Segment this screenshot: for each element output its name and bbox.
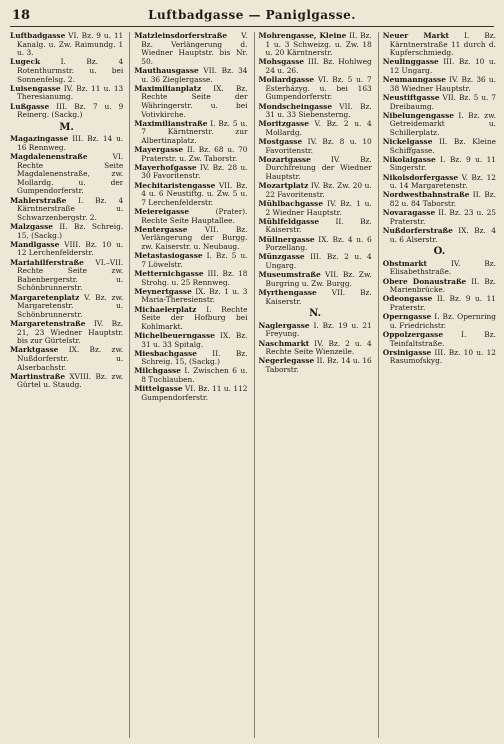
page-header (10, 8, 494, 27)
street-name: Mollardgasse (258, 75, 315, 85)
street-entry (259, 322, 372, 339)
street-location: I. Bz. Opernring u. Friedrichstr. (389, 312, 496, 330)
street-entry (383, 227, 496, 244)
street-location: II. Bz. 68 u. 70 Praterstr. u. Zw. Taborstr. (141, 145, 248, 163)
street-location: IV. Bz. 1 u. 2 Wiedner Hauptstr. (265, 199, 372, 217)
street-entry (259, 289, 372, 306)
street-entry (10, 32, 123, 58)
section-letter: O. (433, 246, 446, 258)
street-entry (383, 313, 496, 330)
street-location: (Prater). Rechte Seite Hauptallee. (141, 207, 248, 225)
street-name: Orsinigasse (382, 347, 432, 357)
street-name: Mandlgasse (10, 239, 60, 249)
street-entry (10, 241, 123, 258)
street-name: Mondscheingasse (258, 101, 333, 111)
street-location: VII. Bz. 5 u. 7 Dreibaumg. (389, 92, 496, 111)
column-3 (254, 32, 372, 738)
street-entry (259, 120, 372, 137)
street-name: Moritzgasse (258, 119, 309, 129)
street-name: Luisengasse (10, 83, 61, 93)
street-entry (259, 200, 372, 217)
street-location: IV. Bz. 28 u. 30 Favoritenstr. (141, 162, 248, 181)
section-letter: N. (309, 308, 322, 320)
street-location: II. Bz. 23 u. 25 Praterstr. (389, 208, 496, 226)
street-location: II. Bz. 1 u. 3 Schweizg. u. Zw. 18 u. 20 Kärntnerstr. (265, 32, 372, 58)
street-entry (383, 138, 496, 155)
street-location: I. Bz. Teinfaltstraße. (389, 329, 496, 348)
street-location: IV. Bz. 21, 23 Wiedner Hauptstr. bis zur Gürtelstr. (17, 318, 124, 346)
street-entry (10, 259, 123, 293)
street-name: Mayergasse (134, 145, 184, 155)
street-entry (383, 278, 496, 295)
street-entry (259, 32, 372, 58)
street-name: Negerlegasse (258, 356, 315, 366)
street-name: Luftbadgasse (10, 32, 66, 40)
street-location: VI. Rechte Seite Magdalenenstraße, zw. Mollardg. u. der Gumpendorferstr. (17, 152, 124, 196)
street-entry (259, 236, 372, 253)
street-name: Mohsgasse (258, 57, 305, 67)
street-entry (134, 350, 247, 367)
street-location: VI. Bz. 11 u. 112 Gumpendorferstr. (141, 384, 248, 402)
street-name: Matzleinsdorferstraße (134, 32, 228, 40)
street-location: VII. Bz. 34 u. 36 Zieglergasse. (141, 65, 248, 84)
street-entry (10, 320, 123, 346)
street-name: Maximilianstraße (134, 118, 208, 128)
street-name: Odeongasse (382, 294, 433, 304)
street-location: II. Bz. Marienbrücke. (389, 276, 496, 295)
street-location: IX. Bz. zw. Nußdorferstr. u. Alserbachstr. (17, 345, 124, 372)
street-entry (259, 182, 372, 199)
street-entry (259, 58, 372, 75)
street-entry (259, 76, 372, 102)
street-location: IV. Bz. 2 u. 4 Rechte Seite Wienzeile. (265, 338, 372, 357)
street-name: Mohrengasse, Kleine (258, 32, 347, 40)
street-entry (259, 218, 372, 235)
street-entry (134, 85, 247, 119)
street-entry (10, 223, 123, 240)
street-location: I. Bz. Kärntnerstraße 11 durch d. Kupferschmiedg. (389, 32, 496, 58)
street-location: VII. Bz. Zw. Burgring u. Zw. Burgg. (265, 270, 372, 288)
street-entry (10, 346, 123, 372)
street-entry (10, 197, 123, 223)
street-entry (259, 357, 372, 374)
street-location: III. Bz. 7 u. 9 Reinerg. (Sackg.) (17, 101, 124, 120)
street-name: Milchgasse (134, 366, 181, 376)
street-name: Michaelerplatz (134, 304, 197, 314)
street-entry (383, 156, 496, 173)
street-name: Nickelgasse (382, 137, 433, 147)
street-location: IV. Bz. 11 u. 13 Theresianumg. (17, 83, 124, 102)
street-entry (134, 120, 247, 146)
street-entry (134, 270, 247, 287)
street-location: III. Bz. 10 u. 12 Rasumofskyg. (389, 347, 496, 366)
street-name: Mayerhofgasse (134, 162, 197, 172)
street-location: VII. Bz. Verlängerung der Burgg. zw. Kaiserstr. u. Neubaug. (141, 224, 248, 251)
street-location: IX. Bz. 31 u. 33 Spitalg. (141, 330, 248, 349)
street-entry (134, 332, 247, 349)
street-entry (10, 373, 123, 390)
street-entry (383, 331, 496, 348)
street-name: Neuer Markt (382, 32, 449, 40)
street-location: I. Rechte Seite der Hofburg bei Kohlmarkt. (141, 304, 248, 331)
street-name: Mariahilferstraße (10, 257, 84, 267)
street-location: I. Bz. 5 u. 7 Löwelstr. (141, 251, 248, 269)
street-name: Novaragasse (382, 208, 436, 218)
street-name: Malzgasse (10, 222, 53, 232)
street-location: III. Bz. 2 u. 4 Ungarg. (265, 252, 372, 270)
street-location: I. Bz. zw. Getreidemarkt u. Schillerplatz. (389, 110, 496, 137)
section-letter: M. (59, 121, 74, 133)
street-location: III. Bz. Hohlweg 24 u. 26. (265, 57, 372, 75)
street-name: Naschmarkt (258, 338, 310, 348)
street-name: Neumanngasse (382, 75, 446, 85)
street-name: Nordwestbahnstraße (382, 190, 470, 200)
street-location: II. Bz. Schreig. 15, (Sackg.) (141, 348, 248, 367)
street-name: Miesbachgasse (134, 348, 197, 358)
street-name: Obere Donaustraße (382, 276, 467, 286)
street-name: Neustiftgasse (382, 92, 440, 102)
street-entry (134, 67, 247, 84)
page-number: 18 (12, 8, 31, 23)
street-location: V. Bz. Verlängerung d. Wiedner Hauptstr. bis Nr. 50. (141, 32, 248, 66)
street-name: Mühlfeldgasse (258, 216, 320, 226)
street-name: Meynertgasse (134, 286, 192, 296)
street-name: Münzgasse (258, 252, 305, 262)
street-name: Oppolzergasse (382, 329, 444, 339)
street-name: Nikolaigasse (382, 154, 436, 164)
street-location: IV. Bz. 36 u. 38 Wiedner Hauptstr. (389, 75, 496, 93)
street-name: Meiereigasse (134, 207, 190, 217)
street-name: Nikolsdorfergasse (382, 172, 459, 182)
street-entry (134, 385, 247, 402)
street-entry (134, 164, 247, 181)
running-head: Luftbadgasse — Paniglgasse. (148, 8, 356, 22)
street-entry (383, 94, 496, 111)
column-2 (129, 32, 247, 738)
street-name: Mauthausgasse (134, 65, 199, 75)
street-name: Mentergasse (134, 224, 188, 234)
street-name: Metternichgasse (134, 268, 204, 278)
street-name: Mozartgasse (258, 154, 311, 164)
street-location: VIII. Bz. 10 u. 12 Lerchenfelderstr. (17, 239, 124, 258)
street-location: IV. Bz. Zw. 20 u. 22 Favoritenstr. (265, 181, 372, 199)
street-entry (259, 103, 372, 120)
street-location: I. Bz. 9 u. 11 Singerstr. (389, 154, 496, 173)
street-entry (10, 85, 123, 102)
directory-columns (10, 32, 496, 738)
street-entry (383, 76, 496, 93)
street-entry (383, 112, 496, 138)
street-entry (383, 295, 496, 312)
street-name: Myrthengasse (258, 287, 317, 297)
street-entry (134, 208, 247, 225)
street-entry (383, 174, 496, 191)
street-name: Naglergasse (258, 320, 310, 330)
street-entry (134, 32, 247, 66)
street-entry (259, 271, 372, 288)
street-name: Mittelgasse (134, 384, 183, 394)
street-name: Metastasiogasse (134, 251, 203, 261)
street-location: V. Bz. 2 u. 4 Mollardg. (265, 119, 372, 137)
street-name: Martinstraße (10, 371, 66, 381)
street-name: Magazingasse (10, 134, 69, 144)
street-location: IX. Bz. 1 u. 3 Maria-Theresienstr. (141, 286, 248, 305)
street-name: Mostgasse (258, 137, 303, 147)
street-location: V. Bz. zw. Margaretenstr. u. Schönbrunnerstr. (17, 292, 124, 319)
street-location: II. Bz. Schreig. 15, (Sackg.) (17, 222, 124, 240)
street-entry (10, 103, 123, 120)
street-location: VII. Bz. Kaiserstr. (265, 287, 372, 306)
street-name: Mahlerstraße (10, 195, 67, 205)
street-name: Müllnergasse (258, 234, 315, 244)
street-name: Michelbeuerngasse (134, 330, 215, 340)
street-entry (383, 32, 496, 58)
street-location: II. Bz. 14 u. 16 Taborstr. (265, 356, 372, 374)
street-location: II. Bz. Kaiserstr. (265, 216, 372, 235)
street-location: I. Bz. 4 Kärntnerstraße u. Schwarzenbergstr. 2. (17, 195, 124, 222)
street-name: Nußdorferstraße (382, 226, 453, 235)
street-location: IX. Bz. Rechte Seite der Währingerstr. u. bei Votivkirche. (141, 83, 248, 119)
street-name: Museumstraße (258, 270, 321, 280)
street-location: VI. Bz. 5 u. 7 Esterházyg. u. bei 163 Gumpendorferstr. (265, 75, 372, 102)
street-location: I. Bz. 5 u. 7 Kärntnerstr. zur Albertinaplatz. (141, 118, 248, 145)
street-location: IX. Bz. 4 u. 6 Alserstr. (389, 226, 496, 244)
street-entry (134, 226, 247, 252)
street-name: Mechitaristengasse (134, 180, 216, 190)
street-entry (134, 182, 247, 208)
street-entry (259, 156, 372, 182)
street-name: Mozartplatz (258, 181, 309, 191)
column-4 (378, 32, 496, 738)
street-entry (383, 260, 496, 277)
street-name: Neulinggasse (382, 57, 439, 67)
street-location: IV. Bz. Durchfreiung der Wiedner Hauptstr. (265, 154, 372, 182)
street-entry (134, 288, 247, 305)
street-name: Lugeck (10, 57, 41, 67)
street-entry (134, 367, 247, 384)
street-entry (10, 294, 123, 320)
street-entry (259, 138, 372, 155)
street-name: Mühlbachgasse (258, 199, 324, 209)
street-entry (259, 253, 372, 270)
street-entry (134, 252, 247, 269)
street-location: IV. Bz. 8 u. 10 Favoritenstr. (265, 137, 372, 155)
street-entry (383, 191, 496, 208)
street-location: V. Bz. 12 u. 14 Margaretenstr. (389, 172, 496, 191)
street-entry (10, 153, 123, 196)
street-name: Operngasse (382, 312, 432, 322)
street-entry (383, 349, 496, 366)
street-location: I. Bz. 19 u. 21 Freyung. (265, 320, 372, 339)
street-location: VII. Bz. 31 u. 33 Siebensterng. (265, 101, 372, 120)
street-location: II. Bz. 9 u. 11 Praterstr. (389, 294, 496, 312)
street-name: Magdalenenstraße (10, 152, 88, 162)
street-name: Obstmarkt (382, 258, 427, 268)
street-location: I. Zwischen 6 u. 8 Tuchlauben. (141, 366, 248, 385)
street-entry (10, 58, 123, 84)
street-location: I. Bz. 4 Rotenthurmstr. u. bei Sonnenfelsg. 2. (17, 57, 124, 84)
street-location: VI.–VII. Rechte Seite zw. Babenbergerstr. u. Schönbrunnerstr. (17, 257, 124, 293)
street-name: Marktgasse (10, 345, 59, 355)
street-location: II. Bz. Kleine Schiffgasse. (389, 137, 496, 155)
street-entry (10, 135, 123, 152)
street-entry (259, 340, 372, 357)
street-entry (383, 209, 496, 226)
street-location: IX. Bz. 4 u. 6 Porzellang. (265, 234, 372, 253)
street-location: IV. Bz. Elisabethstraße. (389, 258, 496, 277)
street-location: VII. Bz. 4 u. 6 Neustiftg. u. Zw. 5 u. 7 Lerchenfelderstr. (141, 180, 248, 207)
street-entry (383, 58, 496, 75)
street-name: Maximilianplatz (134, 83, 202, 93)
street-location: III. Bz. 18 Strohg. u. 25 Rennweg. (141, 268, 248, 287)
street-location: XVIII. Bz. zw. Gürtel u. Staudg. (17, 371, 124, 390)
street-name: Lußgasse (10, 101, 50, 111)
street-location: III. Bz. 10 u. 12 Ungarg. (389, 57, 496, 75)
street-location: VI. Bz. 9 u. 11 Kanalg. u. Zw. Raimundg. 1 u. 3. (17, 32, 124, 58)
street-name: Nibelungengasse (382, 110, 454, 120)
street-entry (134, 306, 247, 332)
street-name: Margaretenplatz (10, 292, 80, 302)
street-name: Margaretenstraße (10, 318, 86, 328)
street-entry (134, 146, 247, 163)
street-location: II. Bz. 82 u. 84 Taborstr. (389, 190, 496, 209)
street-location: III. Bz. 14 u. 16 Rennweg. (17, 134, 124, 152)
column-1 (10, 32, 123, 738)
